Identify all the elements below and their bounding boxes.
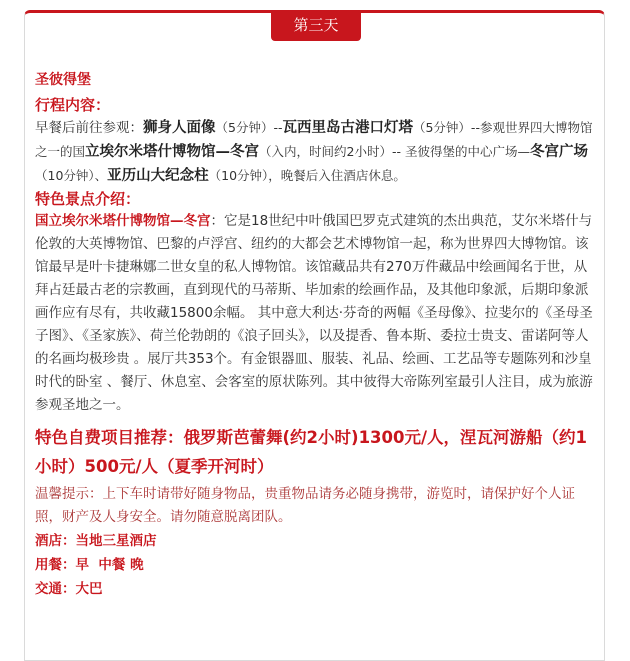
- transport-label: 交通：: [35, 581, 76, 597]
- sight-lighthouse: 瓦西里岛古港口灯塔: [282, 120, 413, 136]
- duration-4: （10分钟）、: [35, 168, 108, 183]
- sight-alexander-column: 亚历山大纪念柱: [107, 168, 209, 184]
- itinerary-intro: 早餐后前往参观：: [35, 120, 143, 136]
- sight-hermitage: 立埃尔米塔什博物馆—冬宫: [85, 144, 260, 160]
- city-title: 圣彼得堡: [35, 72, 91, 88]
- itinerary-text: [35, 116, 599, 188]
- optional-tours: 特色自费项目推荐：俄罗斯芭蕾舞(约2小时)1300元/人，涅瓦河游船（约1小时）500元/人（夏季开河时）: [35, 428, 587, 476]
- sight-sphinx: 狮身人面像: [143, 120, 216, 136]
- transport-value: 大巴: [75, 581, 103, 597]
- itinerary-heading: 行程内容：: [35, 96, 111, 114]
- feature-desc: ：它是18世纪中叶俄国巴罗克式建筑的杰出典范，艾尔米塔什与伦敦的大英博物馆、巴黎的卢浮宫、纽约的大都会艺术博物馆一起，称为世界四大博物馆。该馆最早是叶卡捷琳娜二世女皇的私人博物馆。该馆藏品共有270万件藏品中绘画闻名于世，从拜占廷最古老的宗教画，直到现代的马蒂斯、毕加索的绘画作品，及其他印象派，后期印象派画作应有尽有，共收藏15800余幅。 其中意大利达·芬奇的两幅《圣母像》、拉斐尔的《圣母圣子图》、《圣家族》、荷兰伦勃朗的《浪子回头》，以及提香、鲁本斯、委拉士贵支、雷诺阿等人的名画均极珍贵 。展厅共353个。有金银器皿、服装、礼品、绘画、工艺品等专题陈列和沙皇时代的卧室 、餐厅、休息室、会客室的原状陈列。其中彼得大帝陈列室最引人注目，成为旅游参观圣地之一。: [35, 213, 593, 413]
- day-card: [24, 10, 605, 661]
- meals-label: 用餐：: [35, 557, 76, 573]
- duration-5: （10分钟），晚餐后入住酒店休息。: [208, 168, 406, 183]
- sight-palace-square: 冬宫广场: [529, 144, 588, 160]
- features-heading: 特色景点介绍：: [35, 190, 141, 208]
- duration-3: （入内，时间约2小时）-- 圣彼得堡的中心广场—: [259, 144, 530, 159]
- transport-row: [35, 577, 599, 601]
- feature-name: 国立埃尔米塔什博物馆—冬宫: [35, 213, 211, 229]
- duration-1: （5分钟）--: [215, 120, 283, 135]
- meals-value: 早 中餐 晚: [75, 557, 144, 573]
- duration-2: （5分钟）--参观世界四大博物馆之一的国: [35, 120, 593, 159]
- meals-row: [35, 553, 599, 577]
- tips-text: 温馨提示：上下车时请带好随身物品，贵重物品请务必随身携带，游览时，请保护好个人证照，财产及人身安全。请勿随意脱离团队。: [35, 486, 575, 525]
- hotel-value: 当地三星酒店: [75, 533, 157, 549]
- hotel-label: 酒店：: [35, 533, 76, 549]
- day-content: [35, 69, 599, 601]
- day-tab: 第三天: [271, 10, 361, 41]
- hotel-row: [35, 529, 599, 553]
- features-text: [35, 210, 599, 417]
